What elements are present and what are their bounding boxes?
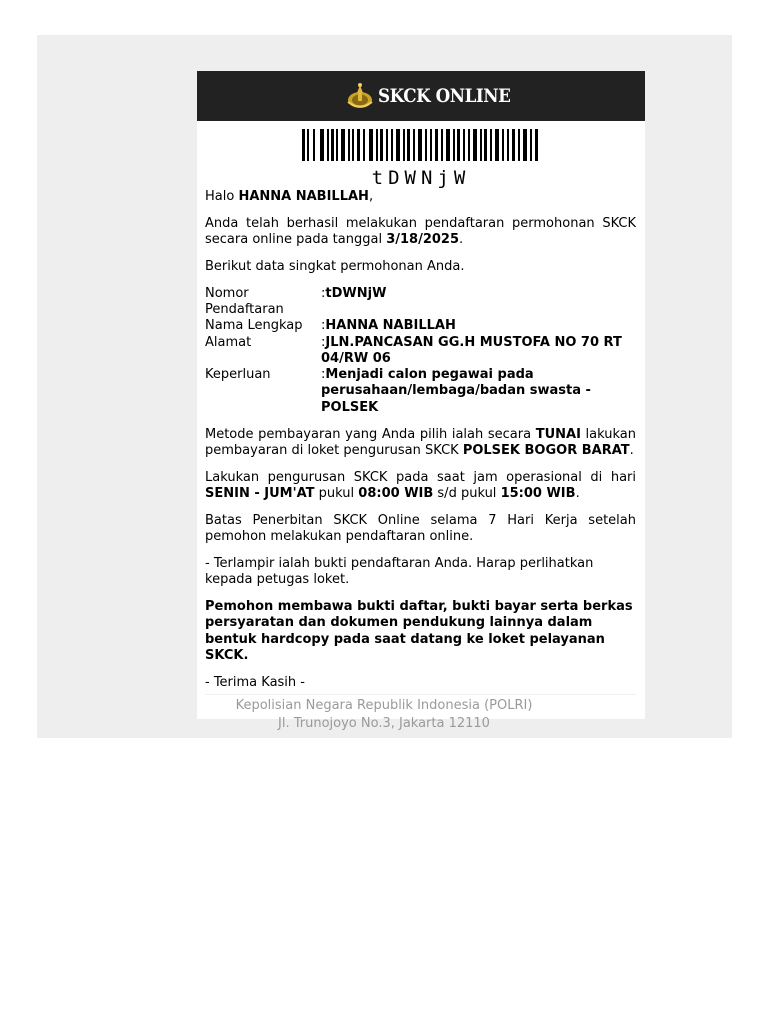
summary-intro: Berikut data singkat permohonan Anda. <box>205 258 465 274</box>
barcode-code: tDWNjW <box>371 167 471 189</box>
start-time: 08:00 WIB <box>358 485 434 501</box>
divider <box>205 694 636 695</box>
payment-method: TUNAI <box>535 426 581 442</box>
email-card <box>197 71 645 719</box>
hours-paragraph: Lakukan pengurusan SKCK pada saat jam operasional di hari SENIN - JUM'AT pukul 08:00 WIB s/d pukul 15:00 WIB. <box>205 469 636 501</box>
detail-label: Nomor Pendaftaran <box>205 285 284 317</box>
logo <box>345 80 529 112</box>
polri-emblem-icon <box>345 81 375 111</box>
logo-text: SKCK ONLINE <box>378 85 511 107</box>
detail-value: :Menjadi calon pegawai pada perusahaan/lembaga/badan swasta - POLSEK <box>321 367 591 415</box>
requirements-paragraph: Pemohon membawa bukti daftar, bukti bayar serta berkas persyaratan dan dokumen pendukung lainnya dalam bentuk hardcopy pada saat datang ke loket pelayanan SKCK. <box>205 598 633 663</box>
header-bar <box>197 71 645 121</box>
greeting: Halo HANNA NABILLAH, <box>205 189 374 204</box>
details-table <box>205 286 636 416</box>
email-body <box>205 189 636 701</box>
detail-label: Alamat <box>205 334 252 350</box>
footer-address: Jl. Trunojoyo No.3, Jakarta 12110 <box>278 716 490 731</box>
closing-text: - Terima Kasih - <box>205 674 305 690</box>
email-background <box>37 35 732 738</box>
detail-label: Keperluan <box>205 367 271 383</box>
operational-days: SENIN - JUM'AT <box>205 485 315 501</box>
barcode <box>302 129 540 165</box>
applicant-name: HANNA NABILLAH <box>238 189 369 204</box>
footer <box>0 697 768 733</box>
attachment-paragraph: - Terlampir ialah bukti pendaftaran Anda. Harap perlihatkan kepada petugas loket. <box>205 555 594 588</box>
detail-row <box>205 335 636 368</box>
registration-date: 3/18/2025 <box>386 232 460 248</box>
detail-row <box>205 318 636 334</box>
payment-paragraph: Metode pembayaran yang Anda pilih ialah secara TUNAI lakukan pembayaran di loket pengurusan SKCK POLSEK BOGOR BARAT. <box>205 426 636 458</box>
footer-org: Kepolisian Negara Republik Indonesia (POLRI) <box>235 698 533 713</box>
detail-value: :JLN.PANCASAN GG.H MUSTOFA NO 70 RT 04/RW 06 <box>321 334 622 366</box>
detail-value: :HANNA NABILLAH <box>321 318 456 334</box>
end-time: 15:00 WIB <box>500 485 576 501</box>
detail-row <box>205 286 636 319</box>
detail-row <box>205 367 636 416</box>
deadline-paragraph: Batas Penerbitan SKCK Online selama 7 Hari Kerja setelah pemohon melakukan pendaftaran online. <box>205 512 636 545</box>
intro-paragraph: Anda telah berhasil melakukan pendaftaran permohonan SKCK secara online pada tanggal 3/18/2025. <box>205 215 636 248</box>
detail-label: Nama Lengkap <box>205 318 303 334</box>
payment-location: POLSEK BOGOR BARAT <box>462 442 630 458</box>
detail-value: :tDWNjW <box>321 285 387 301</box>
